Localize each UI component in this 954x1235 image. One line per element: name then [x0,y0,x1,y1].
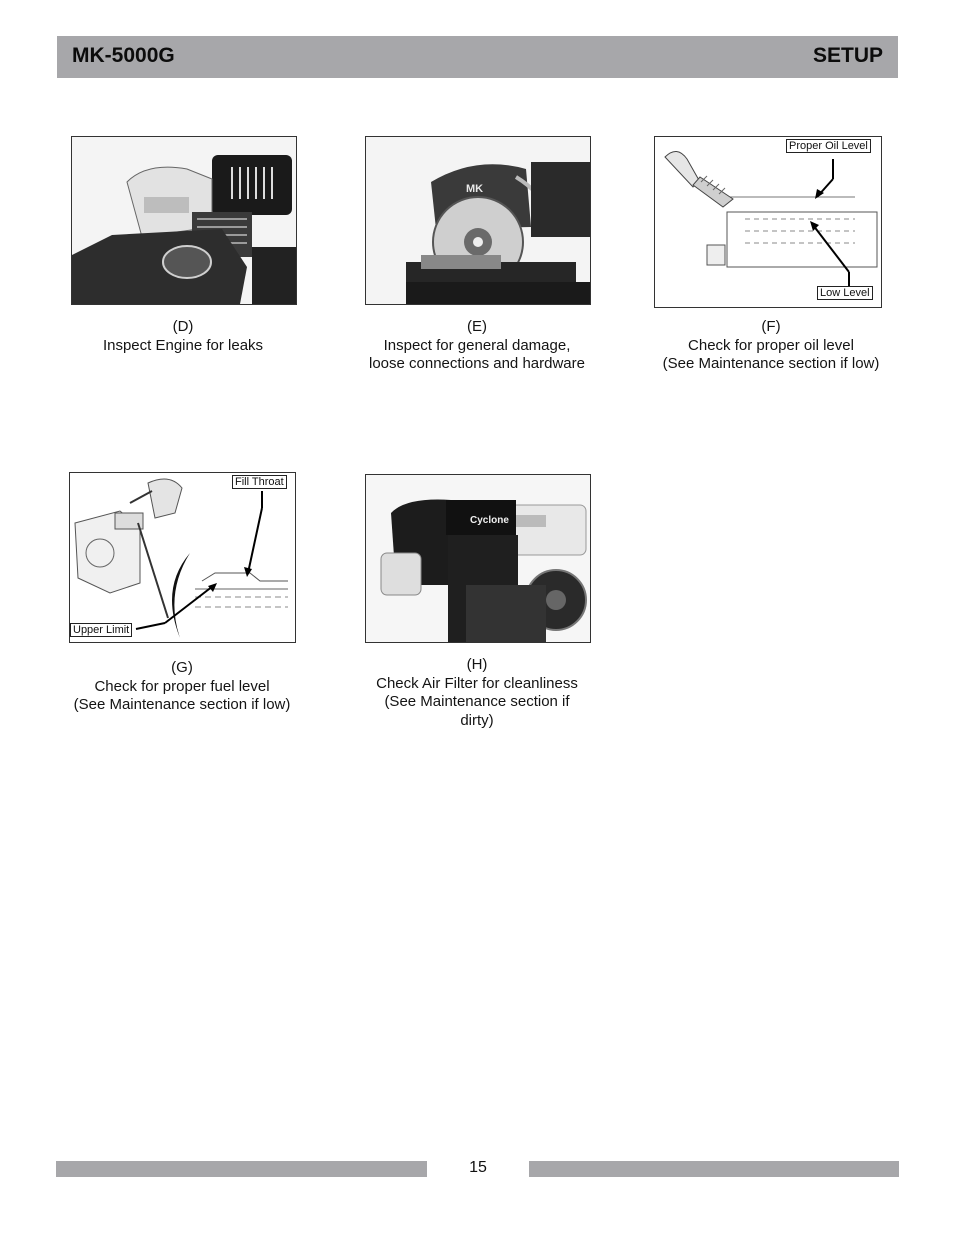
caption-e-label: (E) [467,318,487,335]
upper-limit-callout: Upper Limit [70,623,132,637]
caption-h-label: (H) [466,656,488,673]
footer-bar-left [56,1161,427,1177]
oil-level-diagram [654,136,882,308]
caption-g-label: (G) [171,659,193,676]
caption-h-line: Check Air Filter for cleanliness [376,674,578,692]
page-number: 15 [469,1159,487,1176]
caption-d-line: Inspect Engine for leaks [102,336,264,354]
engine-photo [71,136,297,305]
saw-illustration [366,137,590,304]
engine-illustration [72,137,296,304]
caption-e-line: Inspect for general damage, [383,336,571,354]
fuel-level-diagram [69,472,296,643]
caption-d [71,318,295,355]
caption-f [650,318,892,374]
caption-d-label: (D) [172,318,194,335]
oil-diagram-illustration [655,137,881,307]
fuel-diagram-illustration [70,473,295,642]
cyclone-brand-label: Cyclone [470,515,509,526]
fill-throat-callout: Fill Throat [232,475,287,489]
caption-f-line: Check for proper oil level [688,336,854,354]
caption-h [362,656,592,730]
air-filter-photo [365,474,591,643]
caption-f-line: (See Maintenance section if low) [662,355,880,372]
header-bar [57,36,898,78]
caption-g [61,659,303,715]
proper-oil-level-callout: Proper Oil Level [786,139,871,153]
caption-e-line: loose connections and hardware [369,355,585,372]
caption-g-line: Check for proper fuel level [94,677,270,695]
section-title: SETUP [812,44,883,67]
low-level-callout: Low Level [817,286,873,300]
saw-photo [365,136,591,305]
air-filter-illustration [366,475,590,642]
footer-bar-right [529,1161,899,1177]
svg-text:MK: MK [466,183,484,195]
caption-g-line: (See Maintenance section if low) [73,696,291,713]
caption-h-line: (See Maintenance section if [384,693,570,710]
caption-e [357,318,597,374]
caption-h-line: dirty) [460,711,494,729]
caption-f-label: (F) [761,318,781,335]
document-title: MK-5000G [72,44,175,67]
